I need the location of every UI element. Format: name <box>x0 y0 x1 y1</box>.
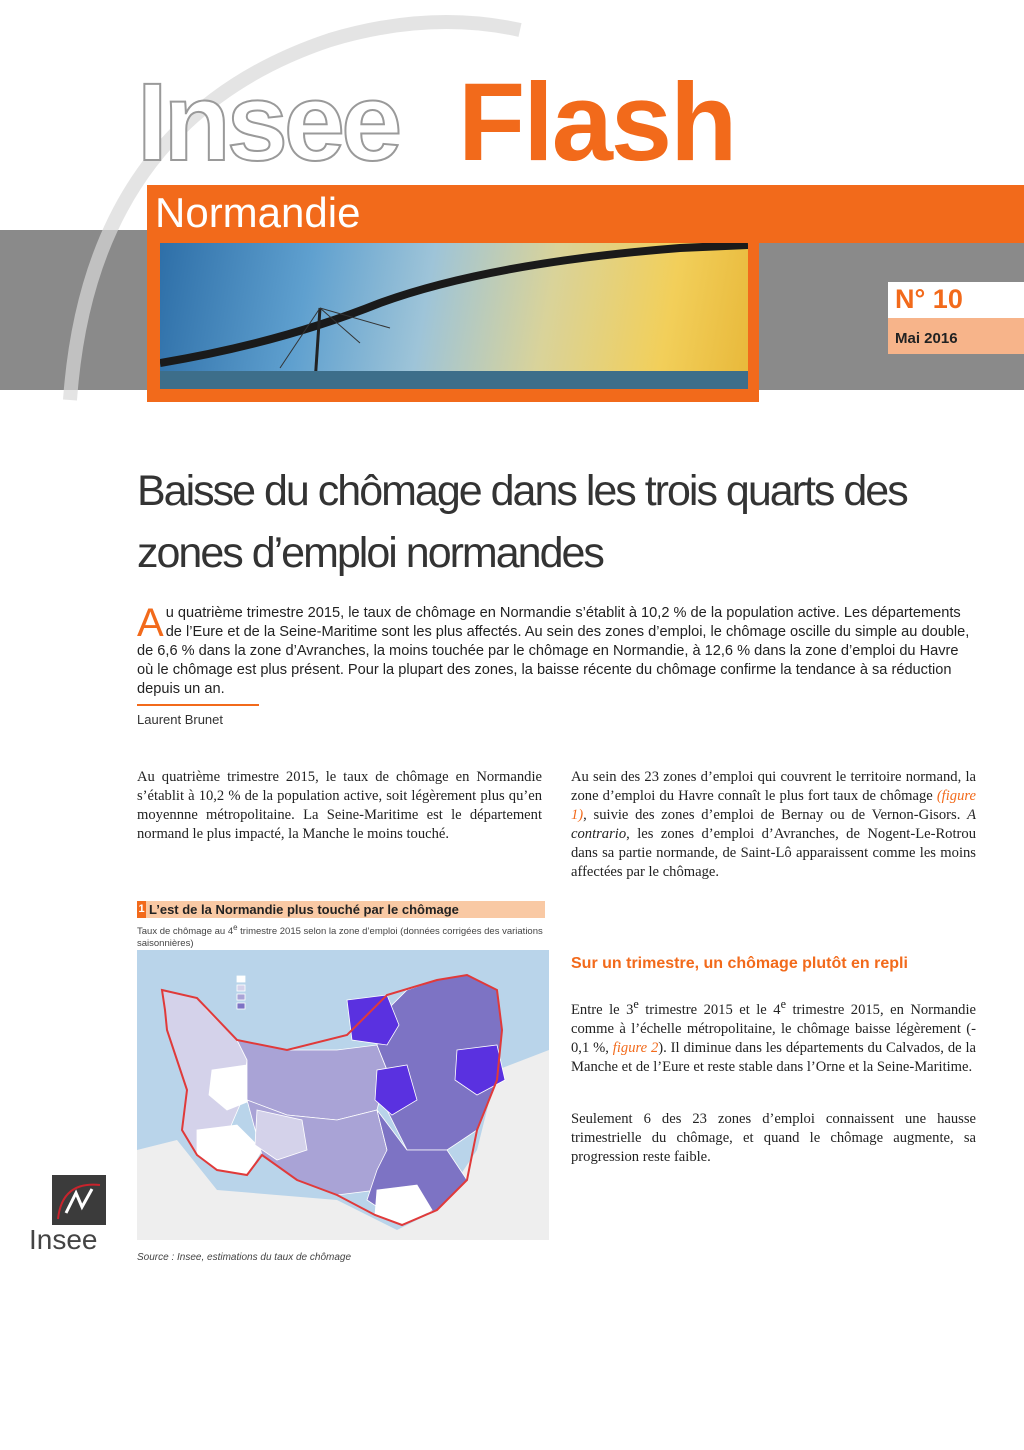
region-label: Normandie <box>155 189 361 236</box>
superscript-2: e <box>780 997 786 1011</box>
legend-swatch-1 <box>237 976 245 982</box>
paragraph-3-text-c: trimestre 2015, en Normandie comme à l’échelle métropolitaine, le chômage baisse légèrement (- 0,1 %, <box>571 1001 976 1056</box>
normandy-map <box>137 950 549 1240</box>
paragraph-2-text-b: , suivie des zones d’emploi de Bernay ou de Vernon-Gisors. <box>583 807 968 823</box>
issue-number: N° 10 <box>895 284 963 314</box>
insee-logo-text: Insee <box>29 1224 98 1255</box>
figure-2-reference[interactable]: figure 2 <box>612 1039 659 1056</box>
superscript-1: e <box>633 997 639 1011</box>
paragraph-1: Au quatrième trimestre 2015, le taux de chômage en Normandie s’établit à 10,2 % de la population active, soit légèrement plus qu’en moyennne métropolitaine. La Seine-Maritime est le département normand le plus impacté, la Manche le moins touché. <box>137 769 542 842</box>
lead-text: u quatrième trimestre 2015, le taux de chômage en Normandie s’établit à 10,2 % de la population active. Les départements de l’Eure et de la Seine-Maritime sont les plus affectés. Au sein des zones d’emploi, le chômage oscille du simple au double, de 6,6 % dans la zone d’Avranches, la moins touchée par le chômage en Normandie, à 12,6 % dans la zone d’emploi du Havre où le chômage est plus présent. Pour la plupart des zones, la baisse récente du chômage confirme la tendance à sa réduction depuis un an. <box>137 605 970 697</box>
author-rule <box>137 704 259 706</box>
legend-swatch-2 <box>237 985 245 991</box>
map-zone-le-havre <box>347 995 399 1045</box>
paragraph-3-text-d: ). Il diminue dans les départements du Calvados, de la Manche et de l’Eure et reste stable dans l’Orne et la Seine-Maritime. <box>571 1039 977 1075</box>
paragraph-2-text-c: , les zones d’emploi d’Avranches, de Nogent-Le-Rotrou dans sa partie normande, de Saint-Lô apparaissent comme les moins affectées par le chômage. <box>571 826 976 880</box>
paragraph-3-text-a: Entre le 3 <box>571 1001 634 1018</box>
paragraph-3-text-b: trimestre 2015 et le 4 <box>638 1001 781 1018</box>
lead-dropcap: A <box>137 601 164 645</box>
paragraph-2-text-a: Au sein des 23 zones d’emploi qui couvrent le territoire normand, la zone d’emploi du Havre connaît le plus fort taux de chômage <box>571 769 976 804</box>
figure-subtitle <box>137 922 545 950</box>
title-line-2: zones d’emploi normandes <box>137 529 603 578</box>
title-line-1: Baisse du chômage dans les trois quarts des <box>137 467 907 515</box>
legend-swatch-4 <box>237 1003 245 1009</box>
figure-subtitle-sup: e <box>233 923 238 932</box>
figure-number: 1 <box>137 901 146 918</box>
paragraph-2 <box>571 768 976 882</box>
figure-source: Source : Insee, estimations du taux de chômage <box>137 1252 352 1263</box>
figure-subtitle-a: Taux de chômage au 4 <box>137 926 234 938</box>
legend-swatch-3 <box>237 994 245 1000</box>
figure-subtitle-b: trimestre 2015 selon la zone d’emploi (données corrigées des variations saisonnières) <box>137 926 543 950</box>
figure-title: L’est de la Normandie plus touché par le chômage <box>149 902 459 917</box>
insee-logo-mark <box>52 1175 106 1225</box>
paragraph-2-italic: A contrario <box>571 807 976 842</box>
article-title <box>137 460 917 585</box>
logo-flash: Flash <box>458 61 736 184</box>
section-heading: Sur un trimestre, un chômage plutôt en repli <box>571 955 908 972</box>
paragraph-4: Seulement 6 des 23 zones d’emploi connaissent une hausse trimestrielle du chômage, et quand le chômage augmente, sa progression reste faible. <box>571 1111 976 1165</box>
figure-1-reference[interactable]: (figure 1) <box>571 788 976 823</box>
lead-paragraph <box>137 601 977 699</box>
issue-date: Mai 2016 <box>895 330 958 347</box>
author: Laurent Brunet <box>137 712 224 727</box>
paragraph-3 <box>571 995 976 1077</box>
logo-insee: Insee <box>137 61 399 184</box>
